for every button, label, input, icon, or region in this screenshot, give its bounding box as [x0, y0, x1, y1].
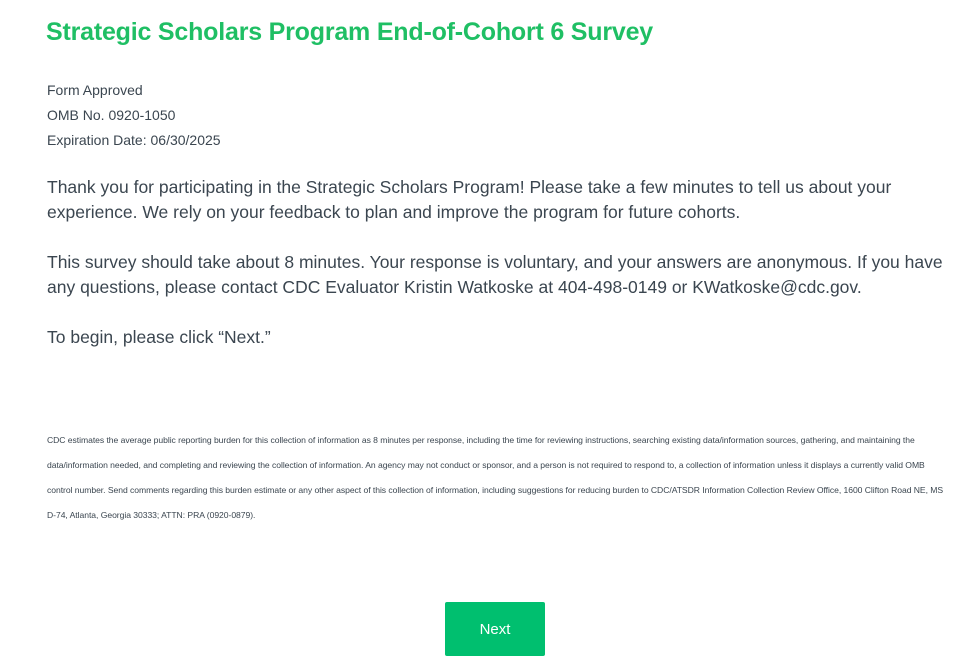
survey-introduction [47, 175, 957, 375]
intro-paragraph-thanks: Thank you for participating in the Strategic Scholars Program! Please take a few minutes to tell us about your experience. We rely on your feedback to plan and improve the program for future cohorts. [47, 177, 892, 222]
intro-paragraph-begin: To begin, please click “Next.” [47, 327, 271, 347]
form-approved-text: Form Approved [47, 82, 143, 98]
burden-statement: CDC estimates the average public reporting burden for this collection of information as 8 minutes per response, including the time for reviewing instructions, searching existing data/information sources, gathering, and maintaining the data/information needed, and completing and reviewing the collection of information. An agency may not conduct or sponsor, and a person is not required to respond to, a collection of information unless it displays a currently valid OMB control number. Send comments regarding this burden estimate or any other aspect of this collection of information, including suggestions for reducing burden to CDC/ATSDR Information Collection Review Office, 1600 Clifton Road NE, MS D-74, Atlanta, Georgia 30333; ATTN: PRA (0920-0879). [47, 435, 944, 520]
form-approval-info [47, 78, 221, 153]
expiration-date-text: Expiration Date: 06/30/2025 [47, 132, 221, 148]
intro-paragraph-duration: This survey should take about 8 minutes. Your response is voluntary, and your answers are anonymous. If you have any questions, please contact CDC Evaluator Kristin Watkoske at 404-498-0149 or KWatkoske@cdc.gov. [47, 252, 943, 297]
next-button[interactable]: Next [445, 602, 545, 656]
omb-number-text: OMB No. 0920-1050 [47, 107, 176, 123]
survey-title: Strategic Scholars Program End-of-Cohort 6 Survey [46, 18, 653, 46]
